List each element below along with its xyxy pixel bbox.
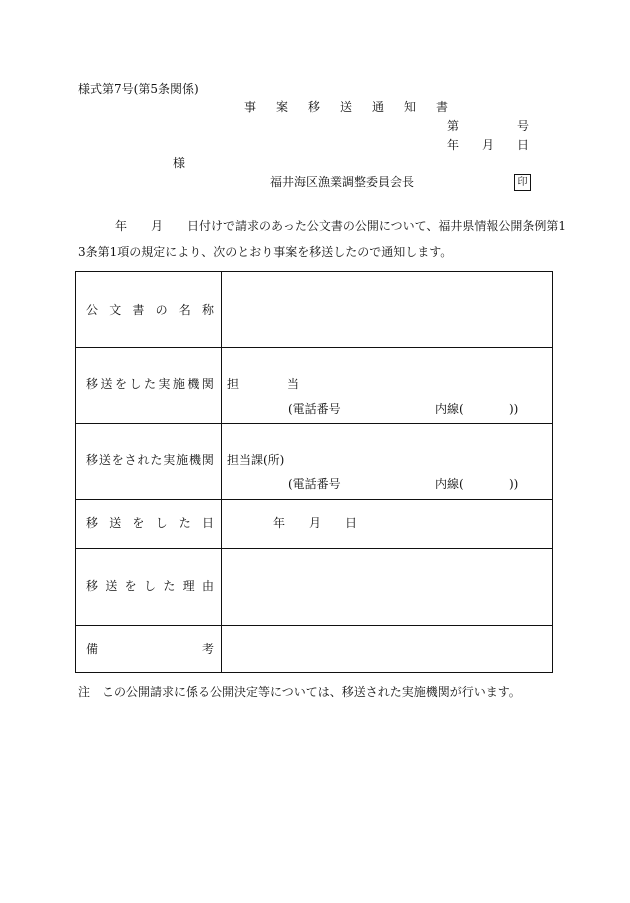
label-char: を	[111, 453, 124, 467]
label-char: 実	[163, 453, 176, 467]
transfer-date-month: 月	[309, 516, 322, 530]
label-char: 理	[182, 579, 195, 593]
label-char: さ	[124, 453, 137, 467]
sender-name: 福井海区漁業調整委員会長	[270, 175, 415, 189]
label-char: 機	[189, 453, 202, 467]
label-char: 施	[176, 453, 189, 467]
table-row	[76, 625, 552, 672]
label-char: 文	[109, 303, 122, 317]
document-title: 事 案 移 送 通 知 書	[244, 100, 453, 114]
row-label-document-name	[86, 303, 214, 317]
label-char: 送	[105, 579, 118, 593]
extension-close: ))	[509, 402, 519, 416]
label-char: 関	[201, 453, 214, 467]
label-char: 書	[132, 303, 145, 317]
transfer-table	[75, 271, 553, 673]
row-label-remarks	[86, 642, 214, 656]
phone-label: (電話番号	[288, 402, 341, 416]
table-row	[76, 347, 552, 424]
label-char: 考	[201, 642, 214, 656]
phone-label: (電話番号	[288, 477, 341, 491]
table-row	[76, 548, 552, 626]
label-char: 移	[86, 516, 99, 530]
label-char: れ	[137, 453, 150, 467]
label-char: し	[143, 579, 156, 593]
label-char: 公	[86, 303, 99, 317]
seal-mark: 印	[514, 174, 531, 191]
label-char: 日	[201, 516, 214, 530]
label-char: 施	[172, 377, 185, 391]
person-in-charge: 担 当	[227, 377, 300, 391]
label-char: 移	[86, 453, 99, 467]
table-row	[76, 499, 552, 549]
label-char: た	[150, 453, 163, 467]
row-label-transferring-agency	[86, 377, 214, 391]
label-char: を	[132, 516, 145, 530]
date-month: 月	[482, 138, 495, 152]
label-char: 送	[109, 516, 122, 530]
body-text-line2: 3条第1項の規定により、次のとおり事案を移送したので通知します。	[78, 245, 453, 259]
addressee-suffix: 様	[173, 156, 186, 170]
row-label-transfer-reason	[86, 579, 214, 593]
label-char: 移	[86, 579, 99, 593]
department-in-charge: 担当課(所)	[227, 453, 285, 467]
label-char: を	[114, 377, 127, 391]
transfer-date-day: 日	[345, 516, 358, 530]
table-row	[76, 272, 552, 348]
label-char: し	[129, 377, 142, 391]
doc-number-dai: 第	[447, 119, 460, 133]
extension-label: 内線(	[435, 402, 464, 416]
label-char: 移	[86, 377, 99, 391]
table-row	[76, 423, 552, 500]
row-label-transfer-date	[86, 516, 214, 530]
label-char: 備	[86, 642, 99, 656]
label-char: 関	[201, 377, 214, 391]
label-char: 送	[98, 453, 111, 467]
extension-label: 内線(	[435, 477, 464, 491]
row-label-receiving-agency	[86, 453, 214, 467]
label-char: 実	[158, 377, 171, 391]
doc-number-go: 号	[517, 119, 530, 133]
date-day: 日	[517, 138, 530, 152]
footnote: 注 この公開請求に係る公開決定等については、移送された実施機関が行います。	[78, 685, 521, 699]
extension-close: ))	[509, 477, 519, 491]
label-char: 送	[100, 377, 113, 391]
label-char: の	[155, 303, 168, 317]
date-year: 年	[447, 138, 460, 152]
label-char: を	[124, 579, 137, 593]
label-char: 名	[178, 303, 191, 317]
form-label: 様式第7号(第5条関係)	[78, 82, 199, 96]
label-char: し	[155, 516, 168, 530]
label-char: た	[163, 579, 176, 593]
transfer-date-year: 年	[273, 516, 286, 530]
body-text-line1: 年 月 日付けで請求のあった公文書の公開について、福井県情報公開条例第1	[115, 219, 567, 233]
label-char: た	[143, 377, 156, 391]
label-char: た	[178, 516, 191, 530]
label-char: 由	[201, 579, 214, 593]
label-char: 機	[187, 377, 200, 391]
label-char: 称	[201, 303, 214, 317]
